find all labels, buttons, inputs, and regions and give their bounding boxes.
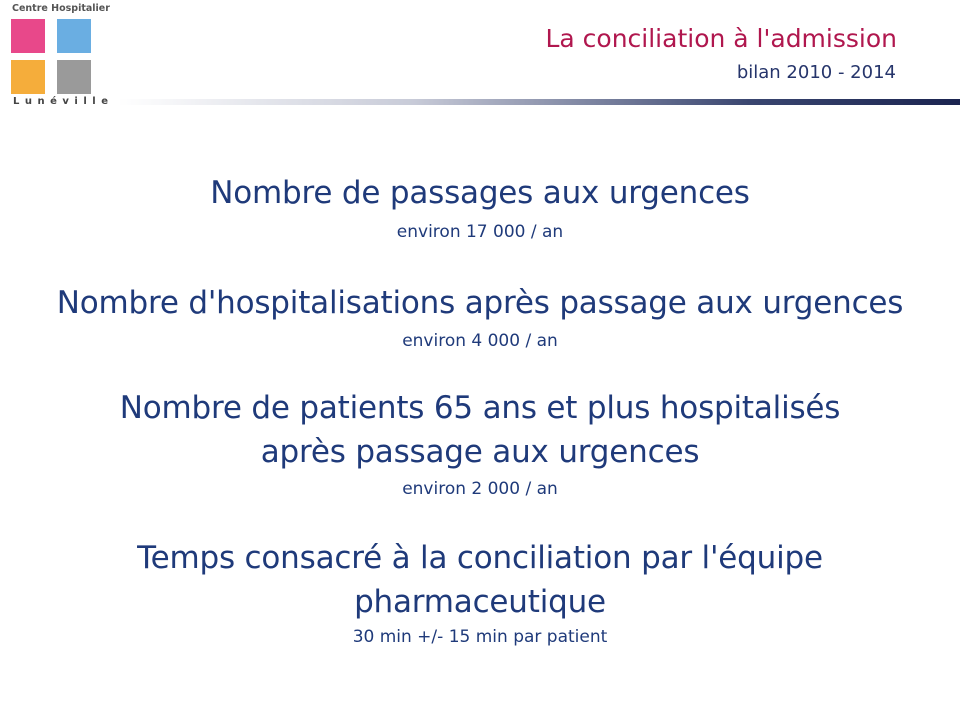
slide-title: La conciliation à l'admission xyxy=(545,24,897,53)
stat-4-heading-line-1: Temps consacré à la conciliation par l'équipe xyxy=(137,540,823,576)
logo-top-text: Centre Hospitalier xyxy=(12,3,110,14)
stat-4-heading-line-2: pharmaceutique xyxy=(354,584,606,620)
stat-1-value: environ 17 000 / an xyxy=(396,222,564,242)
stat-1-heading: Nombre de passages aux urgences xyxy=(210,175,750,211)
stat-3-heading-line-1: Nombre de patients 65 ans et plus hospitalisés xyxy=(119,390,841,426)
stat-3-heading-line-2: après passage aux urgences xyxy=(260,434,700,470)
stat-4-value: 30 min +/- 15 min par patient xyxy=(352,627,608,647)
logo-city-text: Lunéville xyxy=(13,96,114,107)
stat-2-value: environ 4 000 / an xyxy=(402,331,558,351)
stat-3-value: environ 2 000 / an xyxy=(402,479,558,499)
stat-2-heading: Nombre d'hospitalisations après passage aux urgences xyxy=(56,285,904,321)
slide-subtitle: bilan 2010 - 2014 xyxy=(736,62,896,83)
